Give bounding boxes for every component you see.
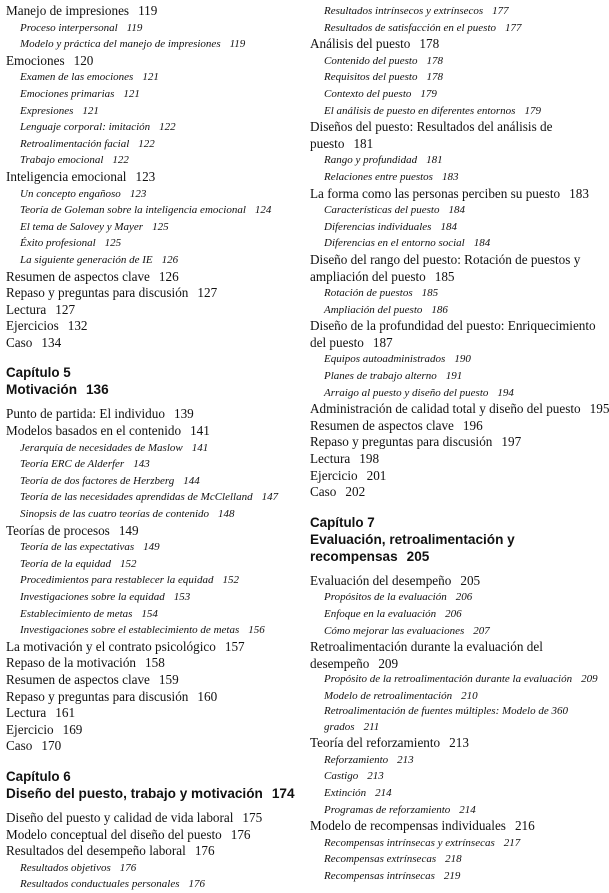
entry-title: Modelo de recompensas individuales (310, 818, 506, 834)
entry-title: Caso (310, 484, 337, 500)
toc-subentry (6, 440, 302, 457)
entry-title: Caso (6, 738, 33, 754)
entry-page-number: 177 (505, 21, 522, 34)
entry-title: Diseño del puesto y calidad de vida laboral (6, 809, 234, 825)
entry-title: La siguiente generación de IE (20, 253, 153, 266)
toc-subentry (310, 768, 598, 785)
entry-title: Resultados de satisfacción en el puesto (324, 21, 496, 34)
toc-entry (6, 843, 302, 860)
entry-title: Teoría de dos factores de Herzberg (20, 474, 175, 487)
entry-title: Diferencias en el entorno social (324, 237, 465, 250)
toc-subentry (310, 802, 598, 819)
toc-right-column (310, 3, 609, 885)
entry-page-number: 127 (55, 301, 76, 317)
entry-page-number: 141 (190, 423, 210, 439)
toc-entry (6, 705, 302, 722)
entry-page-number: 143 (133, 458, 150, 471)
entry-title: Equipos autoadministrados (324, 353, 446, 366)
entry-title: Requisitos del puesto (324, 71, 418, 84)
toc-entry (6, 689, 302, 706)
entry-title: Teoría de las necesidades aprendidas de McClelland (20, 491, 253, 504)
entry-page-number: 190 (454, 353, 471, 366)
entry-page-number: 119 (126, 21, 143, 34)
entry-page-number: 176 (188, 878, 205, 891)
entry-title: Diferencias individuales (324, 220, 432, 233)
entry-page-number: 121 (123, 87, 140, 100)
toc-entry (6, 423, 302, 440)
toc-subentry (6, 876, 302, 893)
toc-entry (6, 3, 302, 20)
entry-title: Modelo y práctica del manejo de impresiones (20, 38, 221, 51)
toc-entry (6, 53, 302, 70)
chapter-title-text: Motivación (6, 382, 77, 398)
toc-subentry (310, 86, 598, 103)
toc-subentry (310, 623, 598, 640)
toc-subentry (310, 868, 598, 885)
entry-title: Resumen de aspectos clave (310, 417, 454, 433)
entry-page-number: 178 (419, 36, 440, 52)
toc-subentry (6, 556, 302, 573)
entry-page-number: 179 (524, 104, 541, 117)
entry-page-number: 218 (445, 853, 462, 866)
entry-title: Teorías de procesos (6, 522, 110, 538)
toc-entry (6, 406, 302, 423)
entry-page-number: 139 (173, 406, 194, 422)
toc-subentry (6, 252, 302, 269)
toc-subentry (310, 235, 598, 252)
entry-title: Ejercicios (6, 318, 59, 334)
entry-page-number: 210 (461, 689, 478, 702)
toc-entry (310, 468, 598, 485)
entry-page-number: 178 (426, 71, 443, 84)
toc-subentry (310, 103, 598, 120)
entry-title: Punto de partida: El individuo (6, 406, 165, 422)
entry-title: La forma como las personas perciben su puesto (310, 185, 561, 201)
entry-page-number: 177 (492, 5, 509, 17)
entry-title: Ejercicio (6, 721, 54, 737)
chapter-heading (6, 768, 302, 802)
toc-entry (310, 119, 598, 152)
toc-entry (6, 302, 302, 319)
entry-title: Características del puesto (324, 204, 440, 217)
entry-title: Modelos basados en el contenido (6, 423, 182, 439)
entry-title: Rotación de puestos (324, 287, 413, 300)
entry-page-number: 123 (135, 168, 156, 184)
entry-page-number: 125 (104, 237, 122, 250)
toc-subentry (6, 69, 302, 86)
entry-title: Recompensas intrínsecas (324, 869, 435, 882)
toc-subentry (6, 36, 302, 53)
entry-page-number: 152 (119, 557, 137, 570)
entry-page-number: 191 (445, 370, 463, 383)
entry-title: Manejo de impresiones (6, 3, 130, 18)
entry-title: Extinción (324, 786, 367, 799)
toc-entry (6, 169, 302, 186)
entry-title: El análisis de puesto en diferentes entornos (324, 104, 516, 117)
entry-page-number: 185 (421, 287, 439, 300)
toc-subentry (310, 3, 598, 20)
entry-title: Programas de reforzamiento (324, 803, 451, 816)
entry-page-number: 170 (41, 738, 62, 754)
toc-subentry (310, 672, 598, 687)
entry-page-number: 126 (158, 268, 179, 284)
toc-entry (6, 318, 302, 335)
entry-title: Expresiones (20, 104, 74, 117)
entry-page-number: 119 (138, 3, 158, 18)
entry-title: Examen de las emociones (20, 71, 134, 84)
toc-subentry (310, 69, 598, 86)
toc-entry (310, 418, 598, 435)
entry-title: Éxito profesional (20, 237, 96, 250)
entry-page-number: 183 (441, 170, 459, 183)
toc-subentry (6, 456, 302, 473)
entry-title: Análisis del puesto (310, 36, 411, 52)
toc-subentry (310, 704, 598, 735)
toc-subentry (310, 152, 598, 169)
entry-page-number: 156 (248, 624, 265, 637)
entry-page-number: 181 (426, 154, 443, 167)
chapter-title (6, 381, 302, 398)
entry-page-number: 213 (449, 735, 469, 751)
toc-subentry (310, 688, 598, 705)
entry-page-number: 195 (589, 401, 609, 417)
entry-page-number: 184 (440, 220, 457, 233)
toc-entry (310, 318, 598, 351)
toc-subentry (310, 851, 598, 868)
entry-title: Administración de calidad total y diseño del puesto (310, 401, 581, 417)
entry-page-number: 154 (141, 607, 158, 620)
entry-page-number: 217 (503, 836, 521, 849)
entry-title: Recompensas extrínsecas (324, 853, 437, 866)
chapter-title-text: Evaluación, retroalimentación y recompensas (310, 531, 515, 564)
entry-page-number: 179 (420, 87, 437, 100)
toc-subentry (6, 539, 302, 556)
entry-page-number: 149 (118, 522, 139, 538)
toc-subentry (6, 119, 302, 136)
entry-title: El tema de Salovey y Mayer (20, 220, 144, 233)
entry-page-number: 144 (183, 474, 200, 487)
entry-title: Retroalimentación facial (20, 137, 130, 150)
entry-page-number: 176 (230, 826, 251, 842)
toc-subentry (6, 152, 302, 169)
entry-page-number: 184 (448, 204, 465, 217)
chapter-label: Capítulo 7 (310, 514, 375, 530)
entry-page-number: 216 (514, 818, 535, 834)
entry-title: Un concepto engañoso (20, 187, 121, 200)
entry-page-number: 181 (353, 135, 374, 151)
toc-entry (310, 451, 598, 468)
entry-title: Diseño del rango del puesto: Rotación de puestos y ampliación del puesto (310, 251, 581, 284)
entry-page-number: 207 (473, 624, 490, 637)
entry-title: Procedimientos para restablecer la equidad (20, 574, 214, 587)
entry-title: Diseño de la profundidad del puesto: Enriquecimiento del puesto (310, 318, 596, 350)
entry-page-number: 126 (161, 253, 179, 266)
toc-entry (310, 573, 598, 590)
entry-title: Lectura (6, 301, 47, 317)
toc-subentry (310, 302, 598, 319)
toc-entry (310, 735, 598, 752)
entry-page-number: 206 (445, 608, 462, 620)
entry-page-number: 176 (119, 861, 137, 874)
entry-page-number: 197 (501, 434, 522, 450)
entry-title: Repaso y preguntas para discusión (310, 434, 493, 450)
entry-title: Castigo (324, 770, 359, 783)
toc-left-column (6, 3, 302, 893)
toc-subentry (6, 186, 302, 203)
entry-title: Resumen de aspectos clave (6, 671, 150, 687)
entry-page-number: 202 (345, 484, 366, 500)
entry-title: Lectura (310, 451, 351, 467)
toc-entry (310, 818, 598, 835)
entry-page-number: 121 (82, 104, 99, 117)
entry-title: Teoría de la equidad (20, 557, 111, 570)
toc-entry (6, 722, 302, 739)
entry-page-number: 187 (372, 334, 393, 350)
entry-page-number: 122 (112, 154, 129, 167)
toc-subentry (310, 589, 598, 606)
entry-title: Cómo mejorar las evaluaciones (324, 624, 465, 637)
entry-title: Inteligencia emocional (6, 168, 127, 184)
entry-title: Resultados del desempeño laboral (6, 843, 186, 859)
entry-title: Resultados intrínsecos y extrínsecos (324, 5, 484, 17)
entry-page-number: 201 (366, 467, 387, 483)
entry-page-number: 134 (41, 334, 62, 350)
entry-title: Teoría ERC de Alderfer (20, 458, 125, 471)
entry-title: Emociones (6, 52, 65, 68)
entry-title: Teoría de las expectativas (20, 541, 135, 554)
toc-subentry (310, 169, 598, 186)
chapter-heading (6, 364, 302, 398)
toc-subentry (310, 606, 598, 623)
entry-title: Investigaciones sobre la equidad (20, 591, 165, 603)
entry-title: Resultados conductuales personales (20, 878, 180, 891)
entry-title: Propósito de la retroalimentación durante la evaluación (324, 673, 573, 686)
entry-title: Enfoque en la evaluación (324, 608, 437, 620)
toc-subentry (310, 785, 598, 802)
entry-page-number: 152 (222, 574, 239, 587)
toc-subentry (6, 202, 302, 219)
entry-title: Investigaciones sobre el establecimiento de metas (20, 624, 240, 637)
toc-subentry (6, 572, 302, 589)
toc-subentry (310, 285, 598, 302)
entry-title: Reforzamiento (324, 753, 389, 766)
entry-title: Arraigo al puesto y diseño del puesto (324, 386, 489, 399)
toc-entry (6, 639, 302, 656)
entry-title: Recompensas intrínsecas y extrínsecas (324, 836, 495, 849)
entry-page-number: 120 (73, 52, 94, 68)
entry-page-number: 124 (254, 204, 272, 217)
toc-subentry (6, 860, 302, 877)
entry-page-number: 169 (62, 721, 83, 737)
entry-title: Lenguaje corporal: imitación (20, 121, 151, 134)
toc-subentry (6, 103, 302, 120)
entry-page-number: 158 (145, 655, 165, 671)
entry-page-number: 127 (197, 285, 218, 301)
entry-page-number: 196 (462, 417, 483, 433)
entry-page-number: 185 (434, 268, 455, 284)
toc-subentry (6, 489, 302, 506)
toc-subentry (310, 752, 598, 769)
entry-title: Ejercicio (310, 467, 358, 483)
chapter-label: Capítulo 5 (6, 365, 71, 381)
entry-title: La motivación y el contrato psicológico (6, 638, 216, 654)
entry-page-number: 219 (443, 869, 461, 882)
chapter-page-number: 136 (86, 382, 109, 398)
entry-page-number: 141 (191, 441, 209, 454)
entry-title: Resumen de aspectos clave (6, 268, 150, 284)
entry-page-number: 205 (460, 572, 481, 588)
toc-entry (310, 252, 598, 285)
entry-page-number: 178 (426, 54, 443, 67)
toc-entry (310, 639, 598, 672)
entry-page-number: 147 (261, 491, 279, 504)
chapter-title-text: Diseño del puesto, trabajo y motivación (6, 785, 263, 801)
entry-page-number: 125 (152, 220, 169, 233)
toc-entry (310, 434, 598, 451)
entry-page-number: 198 (359, 451, 380, 467)
toc-entry (310, 484, 598, 501)
chapter-page-number: 174 (271, 785, 295, 801)
entry-title: Retroalimentación durante la evaluación del desempeño (310, 639, 543, 671)
entry-title: Ampliación del puesto (324, 303, 423, 316)
toc-subentry (6, 20, 302, 37)
entry-page-number: 186 (431, 303, 448, 316)
toc-subentry (6, 219, 302, 236)
toc-subentry (310, 20, 598, 37)
entry-page-number: 206 (455, 591, 473, 604)
toc-subentry (6, 506, 302, 523)
entry-page-number: 214 (459, 803, 476, 816)
entry-title: Jerarquía de necesidades de Maslow (20, 441, 183, 454)
toc-subentry (310, 53, 598, 70)
toc-entry (6, 738, 302, 755)
entry-title: Caso (6, 334, 33, 350)
entry-title: Evaluación del desempeño (310, 572, 452, 588)
entry-page-number: 160 (197, 688, 218, 704)
entry-page-number: 123 (129, 187, 147, 200)
toc-subentry (6, 235, 302, 252)
toc-subentry (310, 202, 598, 219)
toc-subentry (310, 368, 598, 385)
entry-page-number: 175 (242, 809, 263, 825)
entry-title: Establecimiento de metas (20, 607, 133, 620)
toc-subentry (6, 622, 302, 639)
toc-entry (310, 36, 598, 53)
entry-title: Diseños del puesto: Resultados del análisis de puesto (310, 119, 553, 151)
toc-subentry (310, 351, 598, 368)
toc-subentry (6, 473, 302, 490)
entry-page-number: 132 (67, 318, 88, 334)
entry-title: Relaciones entre puestos (324, 170, 433, 183)
entry-title: Teoría de Goleman sobre la inteligencia emocional (20, 204, 246, 217)
entry-title: Repaso y preguntas para discusión (6, 688, 189, 704)
entry-page-number: 121 (142, 71, 159, 84)
entry-title: Teoría del reforzamiento (310, 735, 441, 751)
chapter-page-number: 205 (406, 548, 430, 564)
toc-entry (6, 827, 302, 844)
entry-page-number: 119 (229, 38, 246, 51)
entry-title: Lectura (6, 705, 47, 721)
toc-entry (310, 186, 598, 203)
entry-page-number: 149 (143, 541, 160, 554)
entry-page-number: 209 (581, 673, 598, 686)
entry-page-number: 183 (569, 185, 589, 201)
chapter-title (6, 785, 302, 802)
entry-title: Contexto del puesto (324, 87, 412, 100)
toc-subentry (310, 835, 598, 852)
entry-page-number: 213 (367, 770, 384, 783)
entry-title: Emociones primarias (20, 87, 115, 100)
entry-page-number: 194 (497, 386, 514, 399)
toc-subentry (310, 385, 598, 402)
entry-page-number: 213 (397, 753, 414, 766)
entry-title: Repaso y preguntas para discusión (6, 285, 189, 301)
entry-page-number: 122 (138, 137, 155, 150)
entry-title: Modelo conceptual del diseño del puesto (6, 826, 222, 842)
toc-entry (6, 285, 302, 302)
entry-page-number: 122 (159, 121, 176, 134)
entry-page-number: 159 (158, 671, 179, 687)
entry-title: Resultados objetivos (20, 861, 111, 874)
chapter-label: Capítulo 6 (6, 768, 71, 784)
entry-page-number: 184 (473, 237, 491, 250)
entry-title: Modelo de retroalimentación (324, 689, 453, 702)
entry-page-number: 161 (55, 705, 76, 721)
toc-subentry (6, 589, 302, 606)
toc-entry (6, 655, 302, 672)
entry-title: Proceso interpersonal (20, 21, 118, 34)
chapter-heading (310, 514, 598, 565)
toc-subentry (6, 136, 302, 153)
entry-title: Planes de trabajo alterno (324, 370, 437, 383)
toc-entry (6, 810, 302, 827)
entry-title: Propósitos de la evaluación (324, 591, 447, 604)
entry-title: Repaso de la motivación (6, 655, 137, 671)
entry-page-number: 214 (375, 786, 392, 799)
entry-page-number: 153 (173, 591, 191, 603)
entry-title: Trabajo emocional (20, 154, 104, 167)
entry-page-number: 211 (363, 720, 380, 733)
entry-page-number: 157 (224, 638, 245, 654)
entry-page-number: 209 (378, 655, 399, 671)
toc-subentry (6, 606, 302, 623)
toc-entry (6, 523, 302, 540)
entry-title: Retroalimentación de fuentes múltiples: Modelo de 360 grados (324, 705, 568, 733)
chapter-title (310, 531, 598, 565)
toc-entry (6, 335, 302, 352)
toc-subentry (6, 86, 302, 103)
toc-entry (6, 269, 302, 286)
entry-title: Sinopsis de las cuatro teorías de contenido (20, 508, 210, 521)
entry-page-number: 148 (218, 508, 235, 521)
entry-page-number: 176 (194, 843, 215, 859)
toc-subentry (310, 219, 598, 236)
toc-entry (6, 672, 302, 689)
entry-title: Contenido del puesto (324, 54, 418, 67)
toc-entry (310, 401, 609, 418)
entry-title: Rango y profundidad (324, 154, 418, 167)
